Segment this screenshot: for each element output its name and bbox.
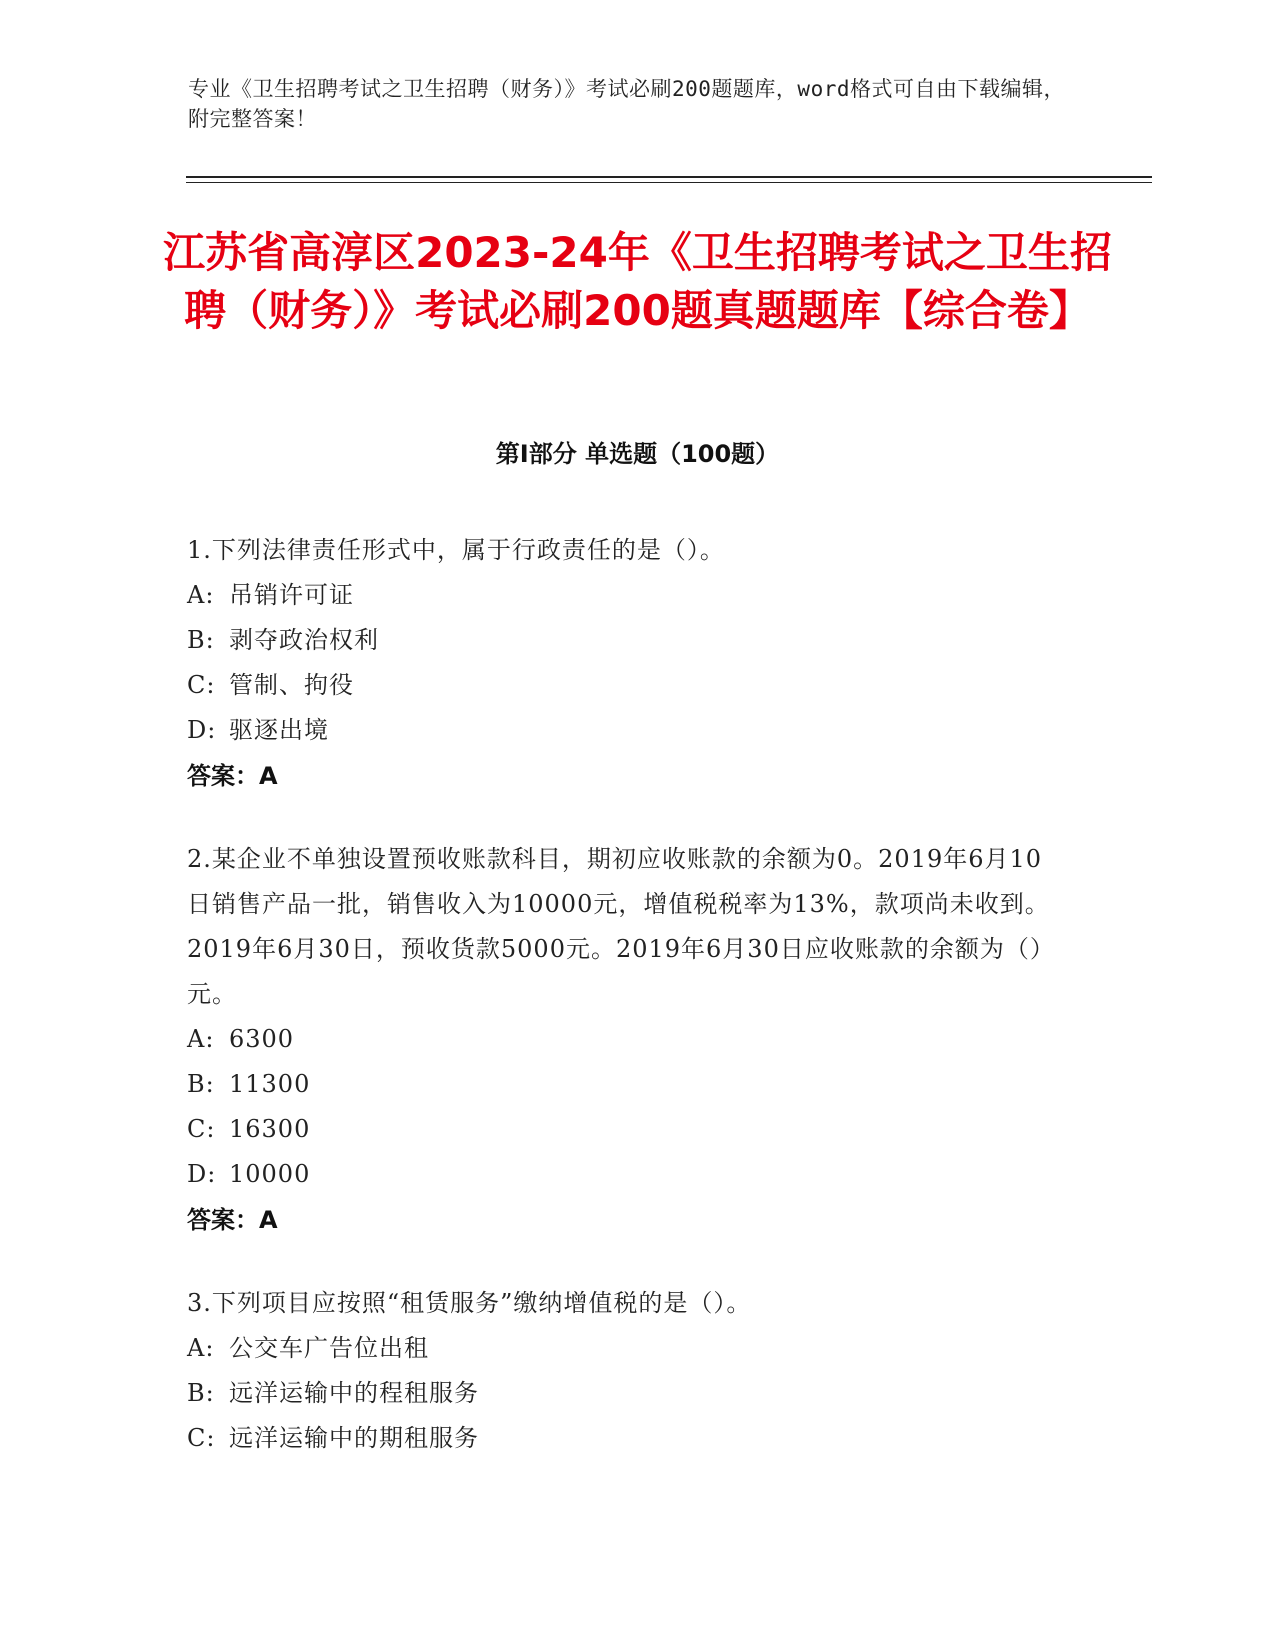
option-key: A: (187, 581, 215, 609)
header-divider-thick (186, 176, 1152, 178)
option-key: C: (187, 671, 216, 699)
option-b (187, 1062, 1067, 1107)
question-stem: 3.下列项目应按照“租赁服务”缴纳增值税的是（）。 (187, 1289, 752, 1317)
option-text: 6300 (229, 1025, 295, 1053)
option-d (187, 1152, 1067, 1197)
option-text: 10000 (229, 1160, 311, 1188)
option-key: A: (187, 1334, 215, 1362)
option-text: 远洋运输中的程租服务 (229, 1379, 479, 1407)
option-a (187, 1326, 1067, 1371)
question-3 (187, 1281, 1067, 1461)
question-2 (187, 837, 1067, 1243)
question-stem: 2.某企业不单独设置预收账款科目，期初应收账款的余额为0。2019年6月10日销售产品一批，销售收入为10000元，增值税税率为13%，款项尚未收到。2019年6月30日，预收货款5000元。2019年6月30日应收账款的余额为（）元。 (187, 845, 1055, 1008)
answer: 答案：A (187, 1206, 278, 1234)
option-b (187, 1371, 1067, 1416)
option-text: 16300 (229, 1115, 311, 1143)
option-key: D: (187, 716, 217, 744)
document-title: 江苏省高淳区2023-24年《卫生招聘考试之卫生招聘（财务）》考试必刷200题真题题库【综合卷】 (163, 228, 1112, 335)
question-list (187, 528, 1067, 1499)
option-text: 管制、拘役 (229, 671, 354, 699)
header-divider-thin (186, 182, 1152, 183)
question-1 (187, 528, 1067, 799)
section-title: 第I部分 单选题（100题） (495, 440, 780, 468)
answer: 答案：A (187, 762, 278, 790)
option-key: B: (187, 1379, 215, 1407)
option-key: D: (187, 1160, 217, 1188)
option-a (187, 573, 1067, 618)
option-text: 公交车广告位出租 (229, 1334, 429, 1362)
option-key: C: (187, 1424, 216, 1452)
option-b (187, 618, 1067, 663)
option-key: C: (187, 1115, 216, 1143)
option-text: 剥夺政治权利 (229, 626, 379, 654)
option-text: 远洋运输中的期租服务 (229, 1424, 479, 1452)
header-note: 专业《卫生招聘考试之卫生招聘（财务）》考试必刷200题题库，word格式可自由下载编辑，附完整答案！ (188, 77, 1065, 131)
question-stem: 1.下列法律责任形式中，属于行政责任的是（）。 (187, 536, 725, 564)
option-text: 11300 (229, 1070, 311, 1098)
option-text: 驱逐出境 (229, 716, 329, 744)
option-a (187, 1017, 1067, 1062)
option-key: B: (187, 626, 215, 654)
option-d (187, 708, 1067, 753)
option-key: B: (187, 1070, 215, 1098)
option-c (187, 1107, 1067, 1152)
option-key: A: (187, 1025, 215, 1053)
option-c (187, 663, 1067, 708)
option-c (187, 1416, 1067, 1461)
option-text: 吊销许可证 (229, 581, 354, 609)
